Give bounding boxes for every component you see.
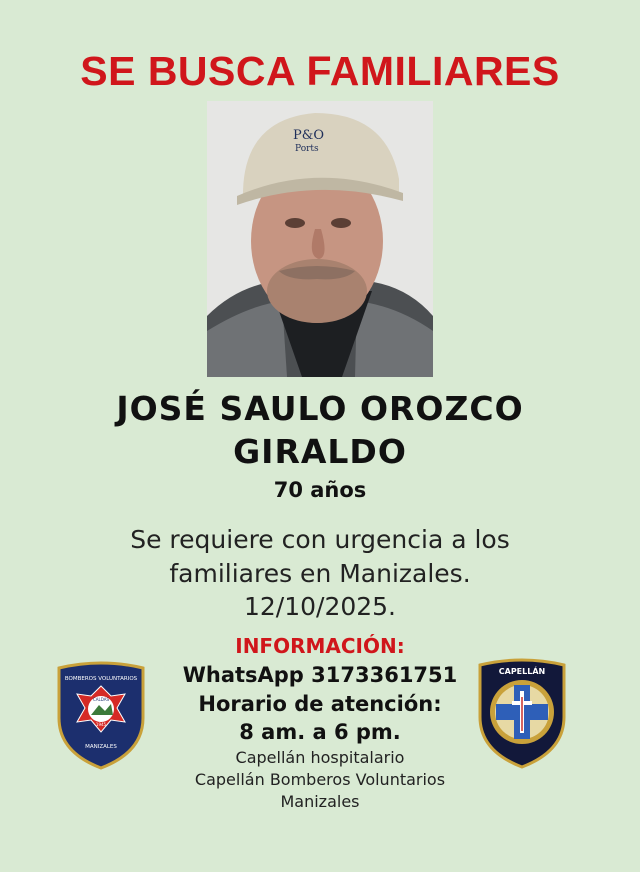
message-line1: Se requiere con urgencia a los xyxy=(130,525,510,554)
info-title: INFORMACIÓN: xyxy=(235,634,405,658)
person-name-line1: JOSÉ SAULO OROZCO xyxy=(116,389,524,428)
poster-title: SE BUSCA FAMILIARES xyxy=(80,48,560,94)
person-age: 70 años xyxy=(273,478,367,502)
hours-value: 8 am. a 6 pm. xyxy=(239,720,401,744)
cap-logo-subtext: Ports xyxy=(295,144,319,154)
badge-bottom-text: MANIZALES xyxy=(85,744,117,750)
message-line2: familiares en Manizales. xyxy=(169,559,471,588)
hours-label: Horario de atención: xyxy=(198,692,442,716)
cap-logo-text: P&O xyxy=(293,128,324,143)
footer-line2: Capellán Bomberos Voluntarios xyxy=(194,770,446,789)
missing-person-photo xyxy=(207,101,433,377)
person-name-line2: GIRALDO xyxy=(233,432,407,471)
footer-line3: Manizales xyxy=(280,792,360,811)
chaplain-badge-text: CAPELLÁN xyxy=(498,667,546,676)
message-date: 12/10/2025. xyxy=(243,592,397,621)
whatsapp-number: WhatsApp 3173361751 xyxy=(182,663,458,687)
badge-inner-text: CALDAS xyxy=(92,697,110,702)
badge-year: 1945 xyxy=(95,722,107,727)
chaplain-badge xyxy=(476,657,568,773)
firefighters-badge xyxy=(55,660,147,774)
footer-line1: Capellán hospitalario xyxy=(235,748,405,767)
badge-top-text: BOMBEROS VOLUNTARIOS xyxy=(64,676,138,682)
